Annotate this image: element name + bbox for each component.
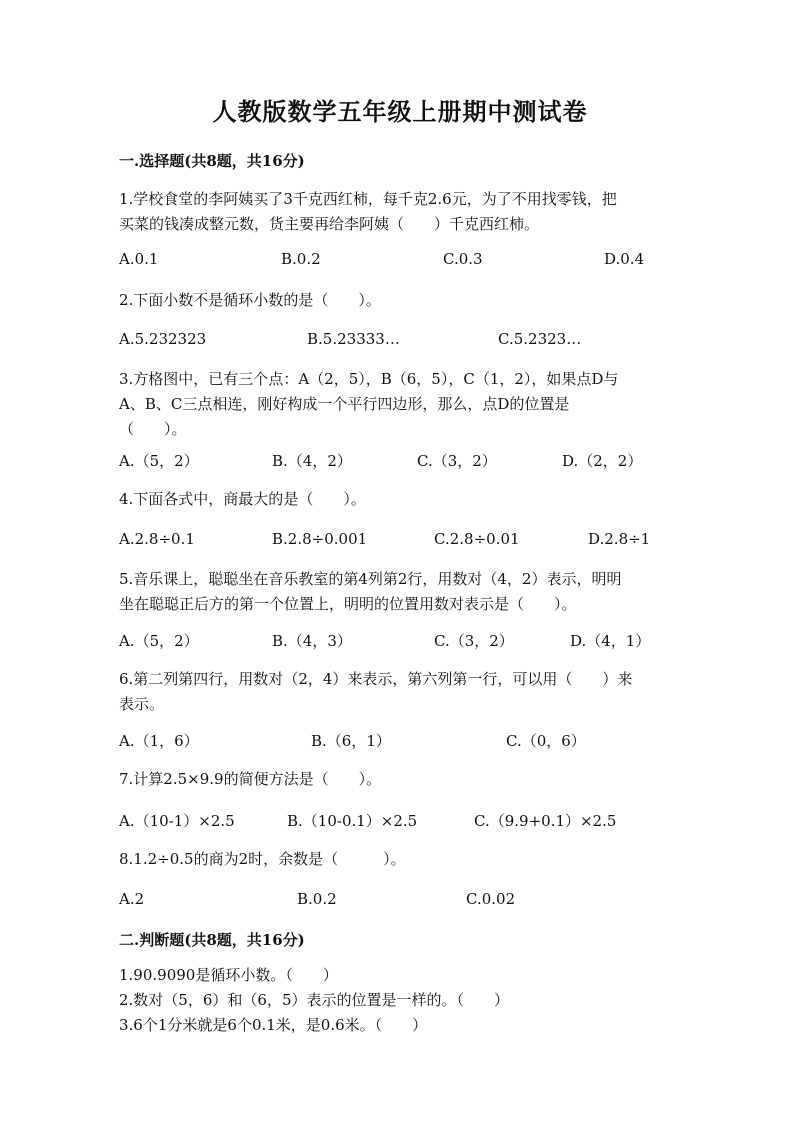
question-3-option-b: B.（4，2） [272,452,352,470]
question-5 [119,567,684,617]
judgement-item-1: 1.90.9090是循环小数。（ ） [119,966,338,984]
section-heading-judgement: 二.判断题(共8题，共16分) [119,931,305,949]
question-2 [119,288,684,313]
question-line: 表示。 [119,695,165,713]
question-line: 3.方格图中，已有三个点：A（2，5），B（6，5），C（1，2），如果点D与 [119,370,619,388]
question-7 [119,767,684,792]
question-line: 4.下面各式中，商最大的是（ ）。 [119,490,366,508]
question-5-option-b: B.（4，3） [272,632,352,650]
question-4-option-d: D.2.8÷1 [588,530,651,548]
question-4 [119,487,684,512]
question-6 [119,667,684,717]
question-2-option-b: B.5.23333… [307,330,400,348]
question-8 [119,847,684,872]
question-1-option-d: D.0.4 [604,250,645,268]
question-1 [119,187,684,237]
judgement-list [119,963,684,1038]
question-line: 坐在聪聪正后方的第一个位置上，明明的位置用数对表示是（ ）。 [119,595,577,613]
question-8-option-a: A.2 [119,890,145,908]
question-line: A、B、C三点相连，刚好构成一个平行四边形，那么，点D的位置是 [119,395,570,413]
question-line: 7.计算2.5×9.9的简便方法是（ ）。 [119,770,382,788]
question-1-option-c: C.0.3 [443,250,483,268]
judgement-item-2: 2.数对（5，6）和（6，5）表示的位置是一样的。（ ） [119,991,509,1009]
question-line: 5.音乐课上，聪聪坐在音乐教室的第4列第2行，用数对（4，2）表示，明明 [119,570,622,588]
question-line: 2.下面小数不是循环小数的是（ ）。 [119,291,381,309]
question-8-option-b: B.0.2 [297,890,337,908]
question-7-option-b: B.（10-0.1）×2.5 [287,812,418,830]
question-2-option-a: A.5.232323 [119,330,207,348]
question-1-option-a: A.0.1 [119,250,159,268]
question-line: （ ）。 [119,420,187,438]
question-line: 6.第二列第四行，用数对（2，4）来表示，第六列第一行，可以用（ ）来 [119,670,633,688]
question-line: 8.1.2÷0.5的商为2时，余数是（ ）。 [119,850,406,868]
question-line: 1.学校食堂的李阿姨买了3千克西红柿，每千克2.6元，为了不用找零钱，把 [119,190,617,208]
question-5-option-a: A.（5，2） [119,632,199,650]
question-line: 买菜的钱凑成整元数，货主要再给李阿姨（ ）千克西红柿。 [119,215,540,233]
question-6-option-c: C.（0，6） [506,732,586,750]
question-7-option-a: A.（10-1）×2.5 [119,812,235,830]
question-6-option-b: B.（6，1） [311,732,391,750]
question-7-option-c: C.（9.9+0.1）×2.5 [474,812,617,830]
page-title: 人教版数学五年级上册期中测试卷 [212,97,588,126]
question-3-option-a: A.（5，2） [119,452,199,470]
question-6-option-a: A.（1，6） [119,732,199,750]
question-4-option-a: A.2.8÷0.1 [119,530,195,548]
question-2-option-c: C.5.2323… [498,330,582,348]
question-8-option-c: C.0.02 [466,890,516,908]
question-5-option-d: D.（4，1） [570,632,651,650]
question-3-option-c: C.（3，2） [417,452,497,470]
question-3 [119,367,684,442]
question-1-option-b: B.0.2 [281,250,321,268]
question-4-option-c: C.2.8÷0.01 [434,530,520,548]
judgement-item-3: 3.6个1分米就是6个0.1米，是0.6米。（ ） [119,1016,428,1034]
question-5-option-c: C.（3，2） [434,632,514,650]
question-3-option-d: D.（2，2） [562,452,643,470]
section-heading-choice: 一.选择题(共8题，共16分) [119,152,305,170]
question-4-option-b: B.2.8÷0.001 [272,530,368,548]
